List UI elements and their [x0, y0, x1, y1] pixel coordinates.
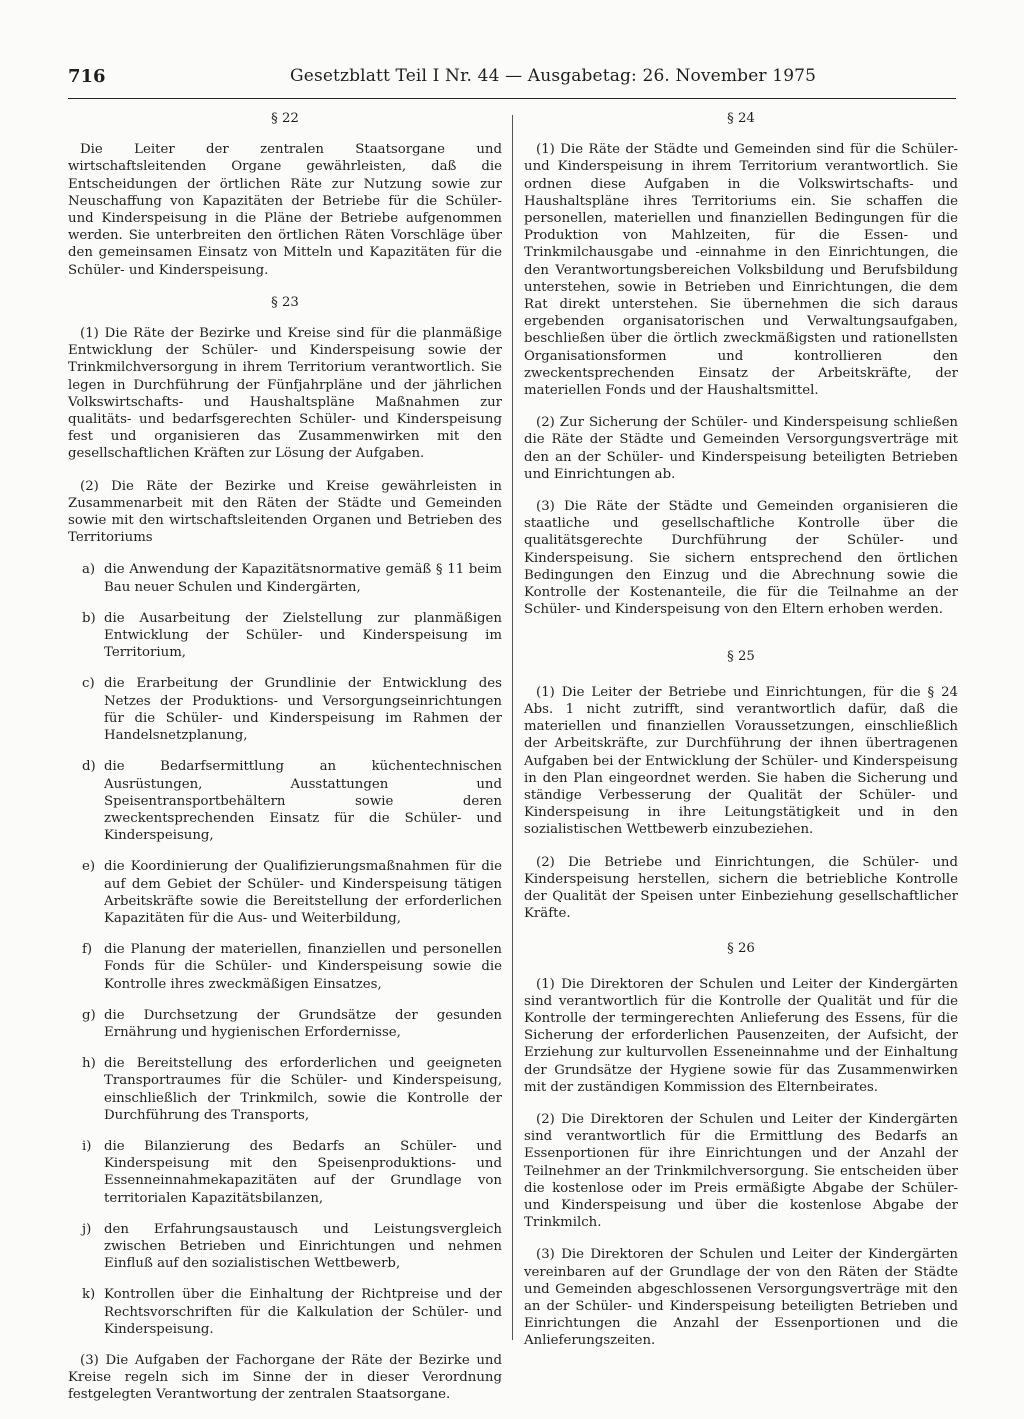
paragraph-24-3: (3) Die Räte der Städte und Gemeinden organisieren die staatliche und gesellschaftliche Kontrolle über die qualitätsgerechte Durchführung der Schüler- und Kinderspeisung. Sie sichern entsprechend den örtlichen Bedingungen den Einzug und die Abrechnung sowie die Kontrolle der Kostenanteile, die für die Teilnahme an der Schüler- und Kinderspeisung von den Eltern erhoben werden. — [524, 499, 958, 618]
list-item — [68, 561, 502, 595]
section-heading-24: § 24 — [727, 111, 755, 126]
left-column — [68, 110, 502, 1419]
right-column — [524, 110, 958, 1365]
list-item-label: g) — [82, 1007, 96, 1023]
list-item-text: die Anwendung der Kapazitätsnormative gemäß § 11 beim Bau neuer Schulen und Kindergärten, — [104, 562, 502, 595]
list-item-label: b) — [82, 610, 96, 626]
list-item-label: k) — [82, 1287, 96, 1303]
list-item-text: die Koordinierung der Qualifizierungsmaßnahmen für die auf dem Gebiet der Schüler- und Kinderspeisung tätigen Arbeitskräfte sowie die Bereitstellung der erforderlichen Kapazitäten für die Aus- und Weiterbildung, — [104, 859, 502, 926]
list-item-text: die Bereitstellung des erforderlichen und geeigneten Transportraumes für die Schüler- und Kinderspeisung, einschließlich der Trinkmilch, sowie die Kontrolle der Durchführung des Transports, — [104, 1056, 502, 1123]
list-item-text: die Bilanzierung des Bedarfs an Schüler- und Kinderspeisung mit den Speisenproduktions- und Essenneinnahmekapazitäten auf der Grundlage von territorialen Kapazitätsbilanzen, — [104, 1138, 502, 1206]
list-item-label: f) — [82, 942, 93, 958]
list-item — [68, 1055, 502, 1124]
list-item-text: die Ausarbeitung der Zielstellung zur planmäßigen Entwicklung der Schüler- und Kinderspeisung im Territorium, — [104, 610, 502, 661]
list-item-text: die Planung der materiellen, finanziellen und personellen Fonds für die Schüler- und Kinderspeisung sowie die Kontrolle ihres zweckmäßigen Einsatzes, — [104, 942, 502, 992]
list-item-label: d) — [82, 759, 96, 775]
list-item-label: i) — [82, 1138, 92, 1154]
list-item-label: j) — [82, 1221, 92, 1237]
section-heading-23: § 23 — [271, 294, 299, 310]
list-item-label: h) — [82, 1056, 96, 1072]
paragraph-24-2: (2) Zur Sicherung der Schüler- und Kinderspeisung schließen die Räte der Städte und Gemeinden Versorgungsverträge mit den an der Schüler- und Kinderspeisung beteiligten Betrieben und Einrichtungen ab. — [524, 415, 958, 482]
list-item-label: a) — [82, 562, 96, 578]
list-item — [68, 858, 502, 927]
list-item-text: die Durchsetzung der Grundsätze der gesunden Ernährung und hygienischen Erfordernisse, — [104, 1007, 502, 1040]
list-item-label: c) — [82, 676, 95, 692]
page-header — [68, 64, 956, 99]
paragraph-23-2: (2) Die Räte der Bezirke und Kreise gewährleisten in Zusammenarbeit mit den Räten der Städte und Gemeinden sowie mit den wirtschaftsleitenden Organen und Betrieben des Territoriums — [68, 478, 502, 546]
paragraph-22: Die Leiter der zentralen Staatsorgane und wirtschaftsleitenden Organe gewährleisten, daß die Entscheidungen der örtlichen Räte zur Nutzung sowie zur Neuschaffung von Kapazitäten der Betriebe für die Schüler- und Kinderspeisung in die Pläne der Betriebe aufgenommen werden. Sie unterbreiten den örtlichen Räten Vorschläge über den gemeinsamen Einsatz von Mitteln und Kapazitäten für die Schüler- und Kinderspeisung. — [68, 142, 502, 278]
publication-title: Gesetzblatt Teil I Nr. 44 — Ausgabetag: 26. November 1975 — [290, 66, 817, 86]
paragraph-23-1: (1) Die Räte der Bezirke und Kreise sind für die planmäßige Entwicklung der Schüler- und Kinderspeisung sowie der Trinkmilchversorgung in ihrem Territorium verantwortlich. Sie legen in Durchführung der Fünfjahrpläne und der jährlichen Volkswirtschafts- und Haushaltspläne Maßnahmen zur qualitäts- und bedarfsgerechten Schüler- und Kinderspeisung fest und organisieren das Zusammenwirken mit den gesellschaftlichen Kräften zur Lösung der Aufgaben. — [68, 326, 502, 462]
paragraph-26-3: (3) Die Direktoren der Schulen und Leiter der Kindergärten vereinbaren auf der Grundlage der von den Räten der Städte und Gemeinden abgeschlossenen Versorgungsverträge mit den an der Schüler- und Kinderspeisung beteiligten Betrieben und Einrichtungen die Anzahl der Essenportionen und die Anlieferungszeiten. — [524, 1247, 958, 1349]
list-item — [68, 1007, 502, 1041]
section-heading-25: § 25 — [727, 649, 755, 665]
section-heading-22: § 22 — [271, 111, 299, 126]
paragraph-25-2: (2) Die Betriebe und Einrichtungen, die Schüler- und Kinderspeisung herstellen, sichern die betriebliche Kontrolle der Qualität der Speisen unter Einbeziehung gesellschaftlicher Kräfte. — [524, 854, 958, 922]
list-item — [68, 941, 502, 993]
list-item-label: e) — [82, 859, 96, 875]
list-23-2 — [68, 561, 502, 1338]
column-divider — [512, 115, 513, 1340]
list-item-text: den Erfahrungsaustausch und Leistungsvergleich zwischen Betrieben und Einrichtungen und nehmen Einfluß auf den sozialistischen Wettbewerb, — [104, 1221, 502, 1272]
list-item-text: die Erarbeitung der Grundlinie der Entwicklung des Netzes der Produktions- und Versorgungseinrichtungen für die Schüler- und Kinderspeisung im Rahmen der Handelsnetzplanung, — [104, 676, 502, 744]
page-number: 716 — [68, 66, 106, 87]
list-item — [68, 1286, 502, 1338]
list-item-text: die Bedarfsermittlung an küchentechnischen Ausrüstungen, Ausstattungen und Speisentransportbehältern sowie deren zweckentsprechenden Einsatz für die Schüler- und Kinderspeisung, — [104, 759, 502, 844]
list-item — [68, 610, 502, 662]
paragraph-23-3: (3) Die Aufgaben der Fachorgane der Räte der Bezirke und Kreise regeln sich im Sinne der in dieser Verordnung festgelegten Verantwortung der zentralen Staatsorgane. — [68, 1352, 502, 1403]
list-item — [68, 1221, 502, 1273]
paragraph-26-2: (2) Die Direktoren der Schulen und Leiter der Kindergärten sind verantwortlich für die Ermittlung des Bedarfs an Essenportionen für ihre Einrichtungen und der Anzahl der Teilnehmer an der Trinkmilchversorgung. Sie entscheiden über die kostenlose oder im Preis ermäßigte Abgabe der Schüler- und Kinderspeisung und über die kostenlose Abgabe der Trinkmilch. — [524, 1111, 958, 1231]
list-item — [68, 758, 502, 844]
paragraph-25-1: (1) Die Leiter der Betriebe und Einrichtungen, für die § 24 Abs. 1 nicht zutrifft, sind verantwortlich dafür, daß die materiellen und finanziellen Voraussetzungen, einschließlich der Arbeitskräfte, zur Durchführung der ihnen übertragenen Aufgaben bei der Entwicklung der Schüler- und Kinderspeisung in den Plan eingeordnet werden. Sie haben die Sicherung und ständige Verbesserung der Qualität der Schüler- und Kinderspeisung in ihre Leitungstätigkeit und in den sozialistischen Wettbewerb einzubeziehen. — [524, 684, 958, 838]
paragraph-24-1: (1) Die Räte der Städte und Gemeinden sind für die Schüler- und Kinderspeisung in ihrem Territorium verantwortlich. Sie ordnen diese Aufgaben in die Volkswirtschafts- und Haushaltspläne ihres Territoriums ein. Sie schaffen die personellen, materiellen und finanziellen Bedingungen für die Produktion von Mahlzeiten, für die Essen- und Trinkmilchausgabe und -einnahme in den Einrichtungen, die den Verantwortungsbereichen Volksbildung und Berufsbildung unterstehen, sowie in Betrieben und Einrichtungen, die dem Rat direkt unterstehen. Sie übernehmen die sich daraus ergebenden organisatorischen und Verwaltungsaufgaben, beschließen über die örtlich zweckmäßigsten und rationellsten Organisationsformen und kontrollieren den zweckentsprechenden Einsatz der Arbeitskräfte, der materiellen Fonds und der Haushaltsmittel. — [524, 142, 958, 399]
list-item — [68, 675, 502, 744]
paragraph-26-1: (1) Die Direktoren der Schulen und Leiter der Kindergärten sind verantwortlich für die Kontrolle der Qualität und für die Kontrolle der termingerechten Anlieferung des Essens, für die Sicherung der erforderlichen Pausenzeiten, der Aufsicht, der Erziehung zur kulturvollen Esseneinnahme und der Einhaltung der Grundsätze der Hygiene sowie für das Zusammenwirken mit der zuständigen Kommission des Elternbeirates. — [524, 976, 958, 1095]
list-item — [68, 1138, 502, 1207]
list-item-text: Kontrollen über die Einhaltung der Richtpreise und der Rechtsvorschriften für die Kalkulation der Schüler- und Kinderspeisung. — [104, 1287, 502, 1337]
section-heading-26: § 26 — [727, 941, 755, 957]
